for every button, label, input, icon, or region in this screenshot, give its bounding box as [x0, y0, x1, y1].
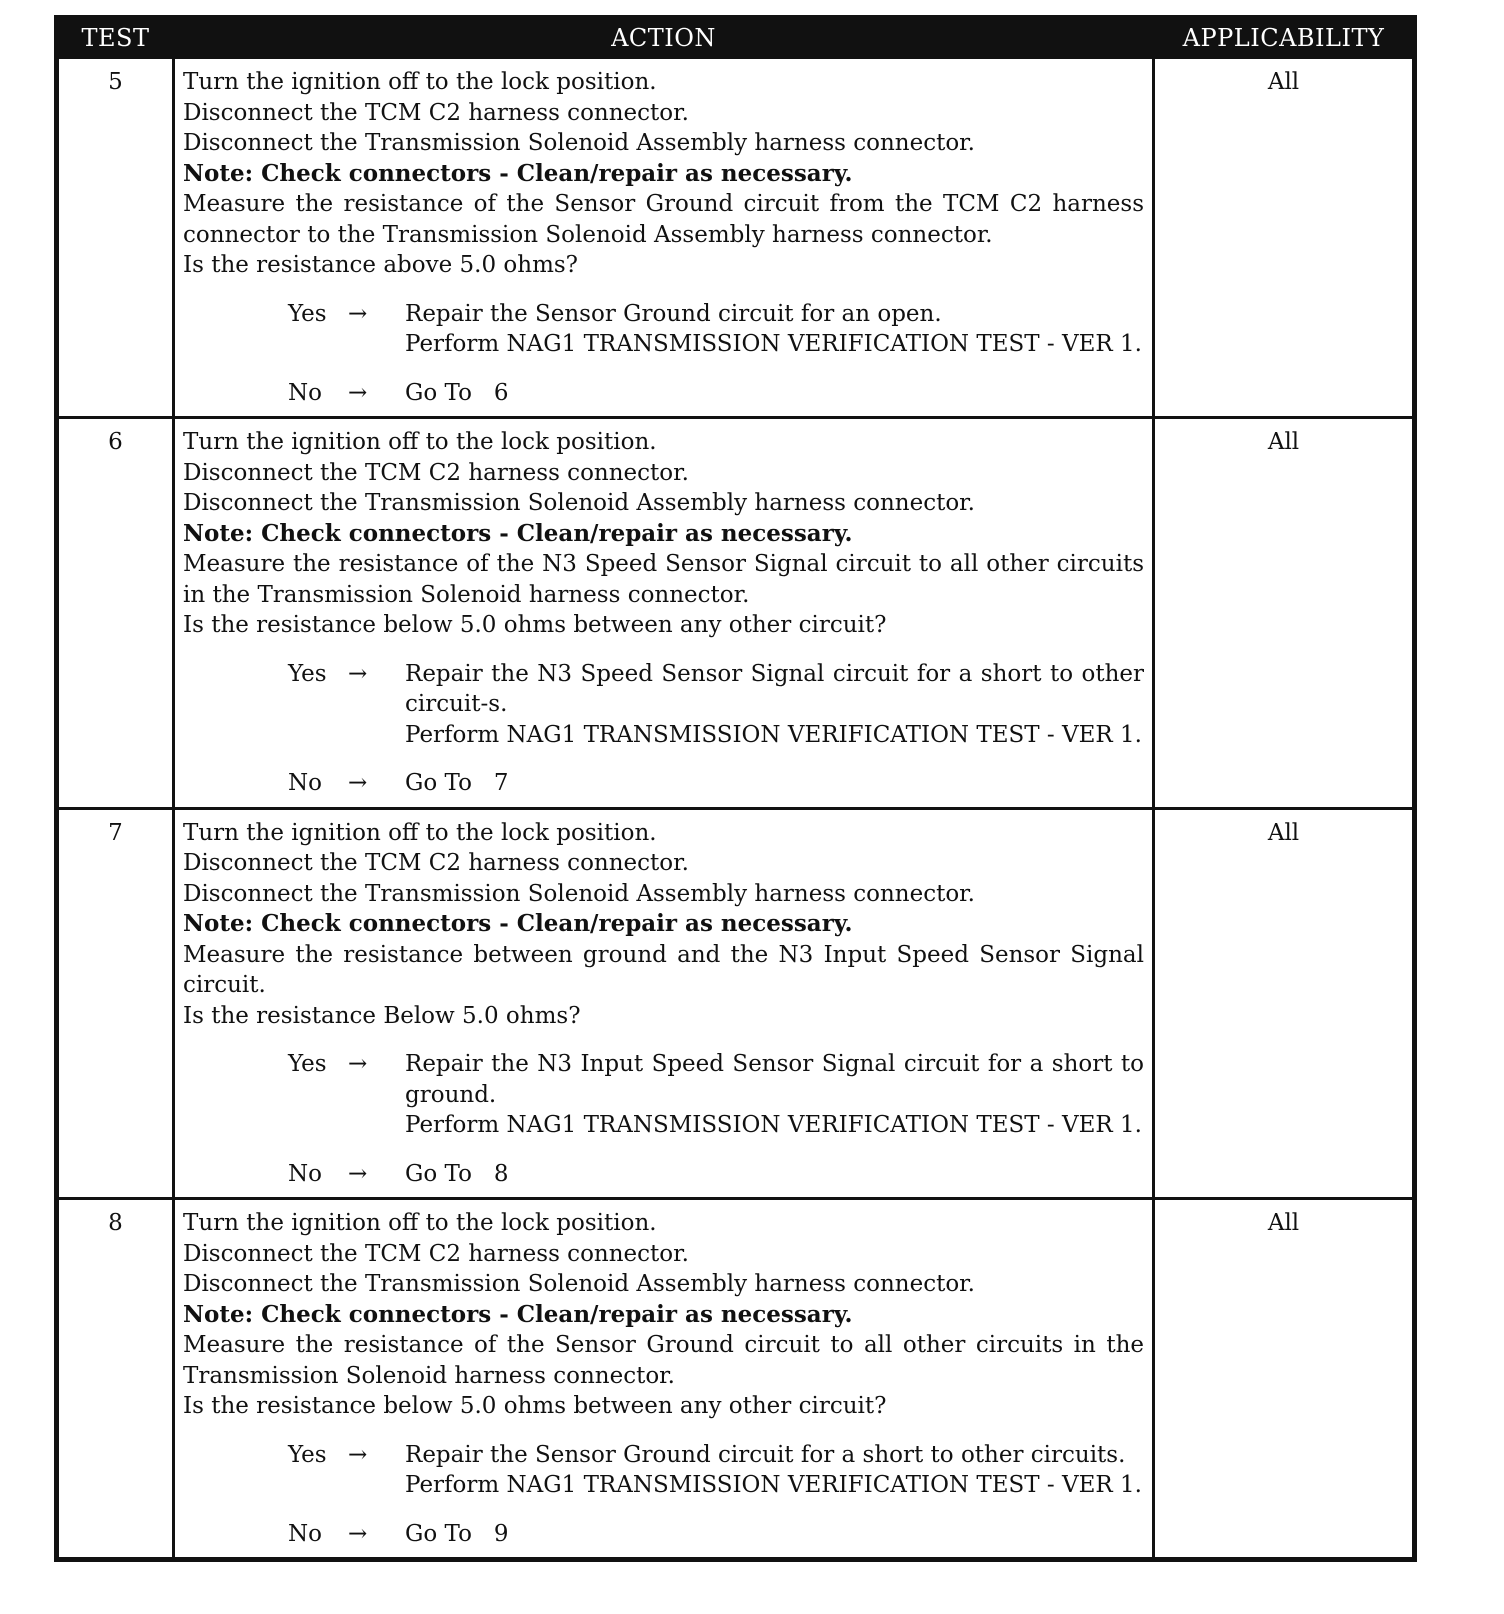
test-number: 6 — [57, 418, 174, 809]
test-number: 8 — [57, 1199, 174, 1560]
header-applicability: APPLICABILITY — [1154, 18, 1415, 58]
applicability-cell: All — [1154, 808, 1415, 1199]
table-row — [57, 1199, 1415, 1560]
step-text: Measure the resistance of the Sensor Ground circuit from the TCM C2 harness connector to the Transmission Solenoid Assembly harness connector. — [183, 191, 1144, 248]
no-answer — [183, 1159, 1144, 1190]
answer-block — [183, 299, 1144, 409]
verification-instruction: Perform NAG1 TRANSMISSION VERIFICATION TEST - VER 1. — [405, 331, 1142, 357]
yes-answer — [183, 1440, 1144, 1501]
table-header — [57, 18, 1415, 58]
right-arrow-icon: → — [348, 660, 368, 687]
table-row — [57, 808, 1415, 1199]
yes-text — [405, 299, 1144, 360]
no-answer — [183, 378, 1144, 409]
yes-label: Yes — [288, 1441, 327, 1468]
applicability-cell: All — [1154, 1199, 1415, 1560]
verification-instruction: Perform NAG1 TRANSMISSION VERIFICATION TEST - VER 1. — [405, 1472, 1142, 1498]
right-arrow-icon: → — [348, 770, 368, 796]
step-text: Measure the resistance of the N3 Speed Sensor Signal circuit to all other circuits in the Transmission Solenoid harness connector. — [183, 551, 1144, 608]
step-text: Disconnect the TCM C2 harness connector. — [183, 459, 689, 486]
action-cell — [174, 58, 1154, 418]
note-text: Note: Check connectors - Clean/repair as necessary. — [183, 910, 853, 937]
action-cell — [174, 808, 1154, 1199]
step-text: Measure the resistance between ground and the N3 Input Speed Sensor Signal circuit. — [183, 941, 1144, 998]
step-text: Turn the ignition off to the lock position. — [183, 819, 657, 846]
yes-text — [405, 1440, 1144, 1501]
goto-text: Go To 6 — [405, 379, 509, 406]
test-number: 7 — [57, 808, 174, 1199]
diagnostic-table — [54, 15, 1417, 1562]
yes-label: Yes — [288, 300, 327, 327]
question-text: Is the resistance below 5.0 ohms between any other circuit? — [183, 612, 887, 638]
no-label: No — [288, 1160, 322, 1187]
no-label: No — [288, 379, 322, 406]
no-answer — [183, 1519, 1144, 1550]
step-text: Measure the resistance of the Sensor Ground circuit to all other circuits in the Transmission Solenoid harness connector. — [183, 1332, 1144, 1389]
header-action: ACTION — [174, 18, 1154, 58]
table-body — [57, 58, 1415, 1560]
repair-instruction: Repair the Sensor Ground circuit for a short to other circuits. — [405, 1441, 1126, 1468]
step-text: Disconnect the TCM C2 harness connector. — [183, 850, 689, 876]
note-text: Note: Check connectors - Clean/repair as necessary. — [183, 1300, 853, 1328]
yes-answer — [183, 659, 1144, 751]
test-number: 5 — [57, 58, 174, 418]
question-text: Is the resistance Below 5.0 ohms? — [183, 1002, 581, 1029]
step-text: Turn the ignition off to the lock position. — [183, 69, 657, 95]
diagnostic-sheet — [54, 15, 1412, 1562]
table-row — [57, 418, 1415, 809]
applicability-cell: All — [1154, 418, 1415, 809]
goto-text: Go To 8 — [405, 1160, 509, 1187]
answer-block — [183, 1440, 1144, 1550]
answer-block — [183, 1049, 1144, 1189]
repair-instruction: Repair the Sensor Ground circuit for an open. — [405, 300, 942, 327]
question-text: Is the resistance above 5.0 ohms? — [183, 252, 579, 278]
repair-instruction: Repair the N3 Speed Sensor Signal circuit for a short to other circuit-s. — [405, 660, 1144, 717]
right-arrow-icon: → — [348, 1051, 368, 1077]
verification-instruction: Perform NAG1 TRANSMISSION VERIFICATION TEST - VER 1. — [405, 721, 1142, 748]
step-text: Disconnect the TCM C2 harness connector. — [183, 1240, 689, 1267]
right-arrow-icon: → — [348, 1160, 368, 1187]
right-arrow-icon: → — [348, 1520, 368, 1547]
note-text: Note: Check connectors - Clean/repair as necessary. — [183, 159, 853, 187]
question-text: Is the resistance below 5.0 ohms between any other circuit? — [183, 1393, 887, 1419]
action-cell — [174, 418, 1154, 809]
repair-instruction: Repair the N3 Input Speed Sensor Signal circuit for a short to ground. — [405, 1051, 1144, 1108]
action-cell — [174, 1199, 1154, 1560]
step-text: Disconnect the Transmission Solenoid Assembly harness connector. — [183, 880, 975, 907]
table-row — [57, 58, 1415, 418]
applicability-cell: All — [1154, 58, 1415, 418]
yes-answer — [183, 1049, 1144, 1141]
note-text: Note: Check connectors - Clean/repair as necessary. — [183, 519, 853, 547]
no-label: No — [288, 1520, 322, 1547]
no-label: No — [288, 770, 322, 796]
answer-block — [183, 659, 1144, 799]
goto-text: Go To 7 — [405, 770, 509, 796]
step-text: Disconnect the Transmission Solenoid Assembly harness connector. — [183, 1271, 975, 1297]
yes-label: Yes — [288, 660, 327, 687]
header-test: TEST — [57, 18, 174, 58]
step-text: Turn the ignition off to the lock position. — [183, 429, 657, 455]
step-text: Disconnect the Transmission Solenoid Assembly harness connector. — [183, 130, 975, 156]
step-text: Disconnect the Transmission Solenoid Assembly harness connector. — [183, 490, 975, 516]
yes-answer — [183, 299, 1144, 360]
yes-text — [405, 659, 1144, 751]
verification-instruction: Perform NAG1 TRANSMISSION VERIFICATION TEST - VER 1. — [405, 1112, 1142, 1138]
no-answer — [183, 768, 1144, 799]
right-arrow-icon: → — [348, 379, 368, 406]
yes-text — [405, 1049, 1144, 1141]
right-arrow-icon: → — [348, 300, 368, 327]
step-text: Disconnect the TCM C2 harness connector. — [183, 99, 689, 126]
step-text: Turn the ignition off to the lock position. — [183, 1210, 657, 1236]
right-arrow-icon: → — [348, 1441, 368, 1468]
yes-label: Yes — [288, 1051, 327, 1077]
goto-text: Go To 9 — [405, 1520, 509, 1547]
